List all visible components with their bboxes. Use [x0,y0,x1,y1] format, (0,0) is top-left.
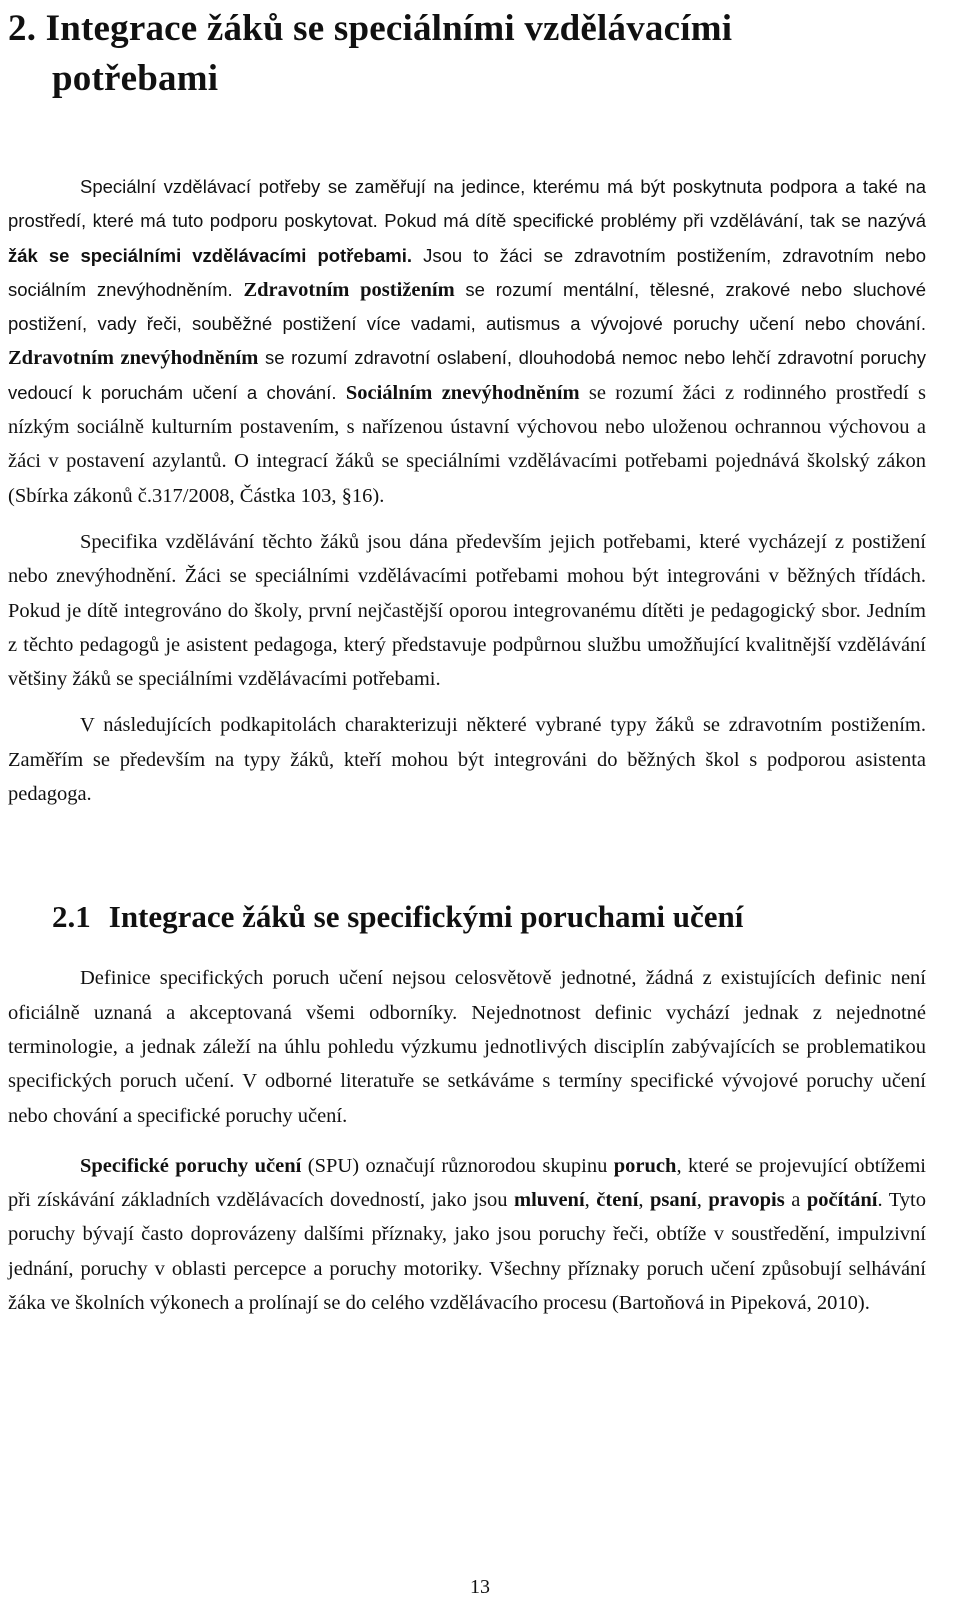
paragraph-1-bold-3: Zdravotním znevýhodněním [8,347,259,370]
paragraph-5 [8,1149,926,1320]
paragraph-5-bold-7: počítání [806,1189,878,1212]
paragraph-2: Specifika vzdělávání těchto žáků jsou dána především jejich potřebami, které vycházejí z postižení nebo znevýhodnění. Žáci se speciálními vzdělávacími potřebami mohou být integrováni v běžných třídách. Pokud je dítě integrováno do školy, první nejčastější oporou integrovanému dítěti je pedagogický sbor. Jedním z těchto pedagogů je asistent pedagoga, který představuje podpůrnou službu umožňující kvalitnější vzdělávání většiny žáků se speciálními vzdělávacími potřebami. [8,530,926,691]
chapter-title-line2: potřebami [52,58,219,99]
page-number: 13 [470,1576,490,1598]
paragraph-5-bold-4: čtení [596,1189,639,1212]
paragraph-5-text-2: , které se projevující obtížemi při získávání základních vzdělávacích dovedností, jako jsou [8,1154,926,1212]
paragraph-5-text-1: (SPU) označují různorodou skupinu [301,1154,614,1177]
paragraph-5-text-3: , [584,1189,597,1212]
paragraph-4: Definice specifických poruch učení nejsou celosvětově jednotné, žádná z existujících definic není oficiálně uznaná a akceptovaná všemi odborníky. Nejednotnost definic vychází jednak z nejednotné terminologie, a jednak záleží na úhlu pohledu výzkumu jednotlivých disciplín zabývajících se problematikou specifických poruch učení. V odborné literatuře se setkáváme s termíny specifické vývojové poruchy učení nebo chování a specifické poruchy učení. [8,967,926,1127]
paragraph-1-text-5: se rozumí žáci z rodinného prostředí s nízkým sociálně kulturním postavením, s nařízenou ústavní výchovou nebo uloženou ochrannou výchovou a žáci v postavení azylantů. O integrací žáků se speciálními vzdělávacími potřebami pojednává školský zákon (Sbírka zákonů č.317/2008, Částka 103, §16). [8,381,926,507]
paragraph-5-bold-2: poruch [613,1154,677,1177]
paragraph-5-text-7: . Tyto poruchy bývají často doprovázeny dalšími příznaky, jako jsou poruchy řeči, obtíže v soustředění, impulzivní jednání, poruchy v oblasti percepce a poruchy motoriky. Všechny příznaky poruch učení způsobují selhávání žáka ve školních výkonech a prolínají se do celého vzdělávacího procesu (Bartoňová in Pipeková, 2010). [8,1189,926,1315]
chapter-heading [8,0,926,104]
section-number: 2.1 [52,899,91,935]
paragraph-5-bold-1: Specifické poruchy učení [80,1154,302,1177]
chapter-title-line1: Integrace žáků se speciálními vzdělávacími [45,8,733,49]
paragraph-1-text-4: se rozumí zdravotní oslabení, dlouhodobá nemoc nebo lehčí zdravotní poruchy vedoucí k poruchám učení a chování. [8,347,926,403]
paragraph-5-text-6: a [784,1189,807,1212]
paragraph-1-bold-1: žák se speciálními vzdělávacími potřebami. [8,244,413,266]
paragraph-5-text-4: , [638,1189,651,1212]
paragraph-5-bold-5: psaní [650,1189,697,1212]
section-title: Integrace žáků se specifickými poruchami učení [108,899,744,935]
paragraph-1-bold-2: Zdravotním postižením [243,278,455,301]
paragraph-5-bold-3: mluvení [514,1189,585,1212]
paragraph-1-text-2: Jsou to žáci se zdravotním postižením, zdravotním nebo sociálním znevýhodněním. [8,244,927,300]
paragraph-3: V následujících podkapitolách charakterizuji některé vybrané typy žáků se zdravotním postižením. Zaměřím se především na typy žáků, kteří mohou být integrováni do běžných škol s podporou asistenta pedagoga. [8,714,926,806]
paragraph-1 [8,170,926,513]
section-heading [8,897,926,937]
paragraph-1-bold-4: Sociálním znevýhodněním [345,381,580,404]
chapter-title [8,4,926,104]
paragraph-5-bold-6: pravopis [708,1189,785,1212]
paragraph-1-text-1: Speciální vzdělávací potřeby se zaměřují na jedince, kterému má být poskytnuta podpora a také na prostředí, které má tuto podporu poskytovat. Pokud má dítě specifické problémy při vzdělávání, tak se nazývá [8,176,926,232]
paragraph-1-text-3: se rozumí mentální, tělesné, zrakové nebo sluchové postižení, vady řeči, souběžné postižení více vadami, autismus a vývojové poruchy učení nebo chování. [8,278,926,335]
paragraph-5-text-5: , [696,1189,709,1212]
chapter-number: 2. [8,8,37,49]
